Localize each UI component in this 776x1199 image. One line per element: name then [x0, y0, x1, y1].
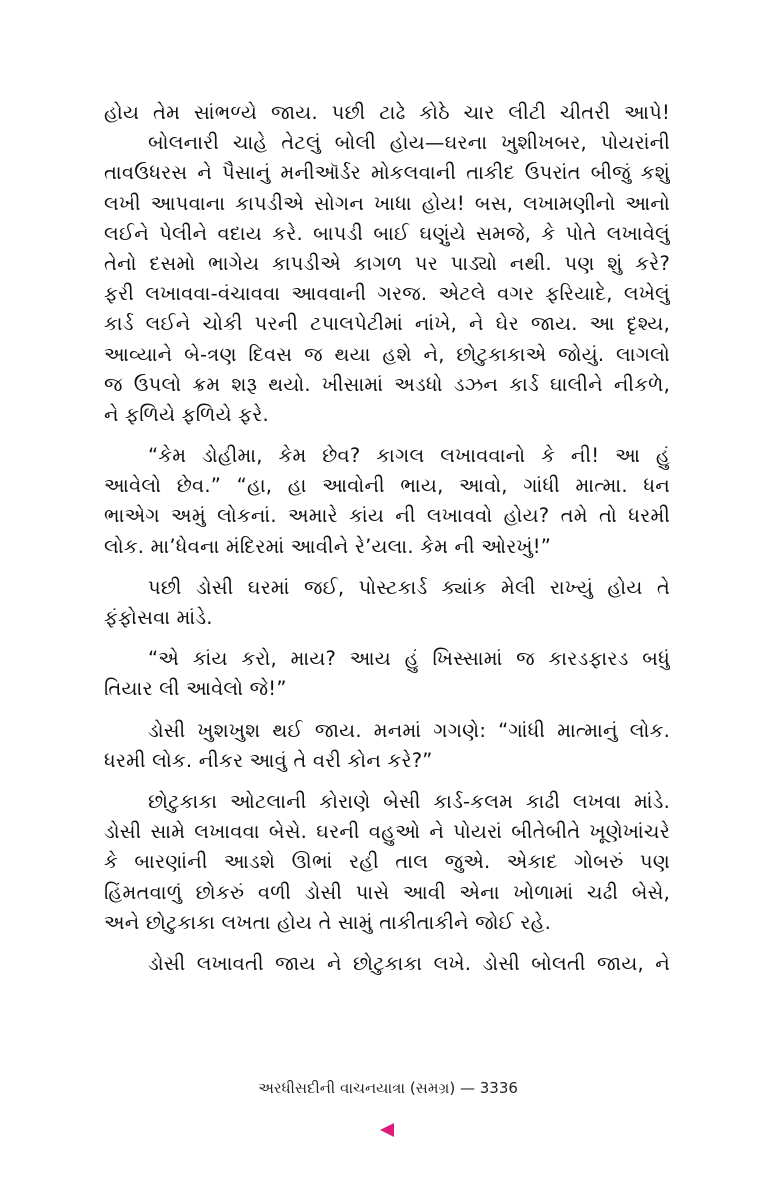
text-line: હોય તેમ સાંભળ્યે જાય. પછી ટાઢે કોઠે ચાર લીટી ચીતરી આપે!	[104, 101, 670, 124]
paragraph-start-line: “કેમ ડોહીમા, કેમ છેવ? કાગલ લખાવવાનો કે ની! આ હું	[148, 444, 670, 468]
paragraph-end-line: ને ફળિયે ફળિયે ફરે.	[104, 402, 269, 426]
text-line: ડોસી સામે લખાવવા બેસે. ઘરની વહુઓ ને પોયરાં બીતેબીતે ખૂણેખાંચરે	[104, 820, 670, 844]
text-line: આવ્યાને બે-ત્રણ દિવસ જ થયા હશે ને, છોટુકાકાએ જોયું. લાગલો	[104, 342, 670, 366]
text-line: ભાએગ અમું લોકનાં. અમારે કાંય ની લખાવવો હોય? તમે તો ધરમી	[104, 504, 670, 528]
text-line: તાવઉધરસ ને પૈસાનું મનીઑર્ડર મોકલવાની તાકીદ ઉપરાંત બીજું કશું	[104, 161, 670, 185]
paragraph-start-line: ડોસી લખાવતી જાય ને છોટુકાકા લખે. ડોસી બોલતી જાય, ને	[148, 951, 670, 975]
paragraph-end-line: અને છોટુકાકા લખતા હોય તે સામું તાકીતાકીને જોઈ રહે.	[104, 910, 552, 934]
paragraph-start-line: છોટુકાકા ઓટલાની કોરાણે બેસી કાર્ડ-કલમ કાઢી લખવા માંડે.	[148, 789, 670, 813]
text-line: આવેલો છેવ.” “હા, હા આવોની ભાય, આવો, ગાંધી માત્મા. ધન	[104, 474, 670, 498]
text-line: જ ઉપલો ક્રમ શરૂ થયો. ખીસામાં અડધો ડઝન કાર્ડ ઘાલીને નીકળે,	[104, 372, 670, 396]
paragraph-start-line: ડોસી ખુશખુશ થઈ જાય. મનમાં ગગણે: “ગાંધી માત્માનું લોક.	[148, 718, 670, 742]
paragraph-start-line: પછી ડોસી ઘરમાં જઈ, પોસ્ટકાર્ડ ક્યાંક મેલી રાખ્યું હોય તે	[148, 575, 670, 599]
paragraph-start-line: “એ કાંય કરો, માય? આય હું ખિસ્સામાં જ કારડફારડ બધું	[148, 647, 670, 671]
text-line: લખી આપવાના કાપડીએ સોગન ખાધા હોય! બસ, લખામણીનો આનો	[104, 191, 670, 215]
paragraph-start-line: બોલનારી ચાહે તેટલું બોલી હોય—ઘરના ખુશીખબર, પોયરાંની	[148, 131, 670, 155]
body-text	[104, 98, 670, 979]
text-line: કે બારણાંની આડશે ઊભાં રહી તાલ જુએ. એકાદ ગોબરું પણ	[104, 850, 670, 874]
page-footer: અરધીસદીની વાચનયાત્રા (સમગ્ર) — 3336	[258, 1079, 518, 1097]
text-line: કાર્ડ લઈને ચોકી પરની ટપાલપેટીમાં નાંખે, ને ઘેર જાય. આ દૃશ્ય,	[104, 312, 670, 336]
paragraph-end-line: લોક. મા’ધેવના મંદિરમાં આવીને રે’યલા. કેમ ની ઓરખું!”	[104, 534, 552, 558]
text-line: તેનો દસમો ભાગેય કાપડીએ કાગળ પર પાડ્યો નથી. પણ શું કરે?	[104, 251, 670, 275]
text-line: લઈને પેલીને વદાય કરે. બાપડી બાઈ ઘણુંયે સમજે, કે પોતે લખાવેલું	[104, 221, 670, 245]
paragraph-end-line: તિયાર લી આવેલો જે!”	[104, 677, 287, 701]
previous-page-icon[interactable]	[378, 1122, 396, 1138]
text-line: ફરી લખાવવા-વંચાવવા આવવાની ગરજ. એટલે વગર ફરિયાદે, લખેલું	[104, 282, 670, 306]
paragraph-end-line: ફંફોસવા માંડે.	[104, 606, 213, 629]
text-line: હિંમતવાળું છોકરું વળી ડોસી પાસે આવી એના ખોળામાં ચઢી બેસે,	[104, 880, 670, 904]
paragraph-end-line: ધરમી લોક. નીકર આવું તે વરી કોન કરે?”	[104, 748, 433, 772]
